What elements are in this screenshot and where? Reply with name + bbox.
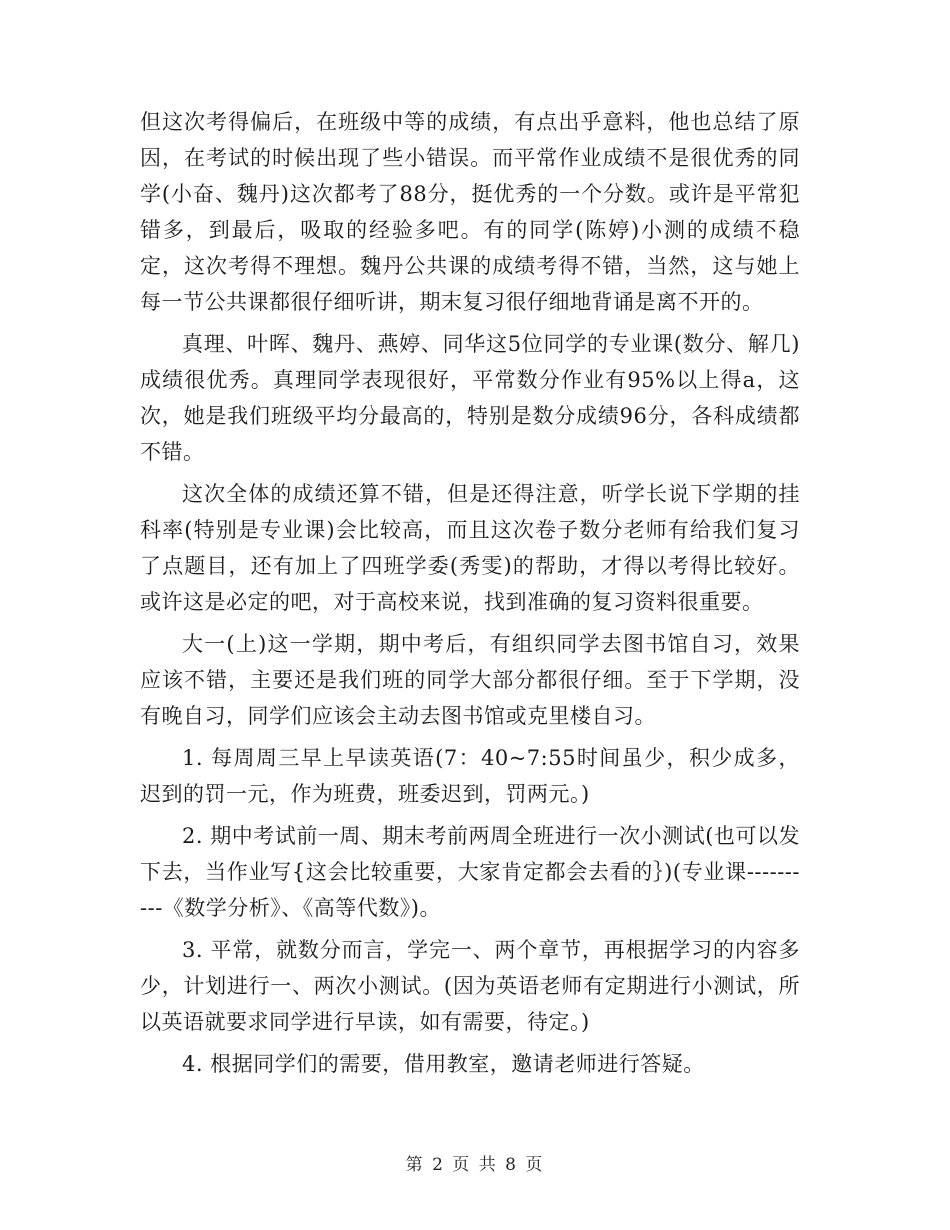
paragraph-1: 但这次考得偏后，在班级中等的成绩，有点出乎意料，他也总结了原因，在考试的时候出现了些小错误。而平常作业成绩不是很优秀的同学(小奋、魏丹)这次都考了88分，挺优秀的一个分数。或许是平常犯错多，到最后，吸取的经验多吧。有的同学(陈婷)小测的成绩不稳定，这次考得不理想。魏丹公共课的成绩考得不错，当然，这与她上每一节公共课都很仔细听讲，期末复习很仔细地背诵是离不开的。: [140, 110, 800, 314]
document-body: [140, 104, 800, 1088]
list-item-3: 3. 平常，就数分而言，学完一、两个章节，再根据学习的内容多少，计划进行一、两次小测试。(因为英语老师有定期进行小测试，所以英语就要求同学进行早读，如有需要，待定。): [140, 938, 800, 1034]
paragraph-2: 真理、叶晖、魏丹、燕婷、同华这5位同学的专业课(数分、解几)成绩很优秀。真理同学表现很好，平常数分作业有95%以上得a，这次，她是我们班级平均分最高的，特别是数分成绩96分，各科成绩都不错。: [140, 332, 800, 464]
page-number-footer: 第 2 页 共 8 页: [405, 1155, 545, 1175]
paragraph-4: 大一(上)这一学期，期中考后，有组织同学去图书馆自习，效果应该不错，主要还是我们班的同学大部分都很仔细。至于下学期，没有晚自习，同学们应该会主动去图书馆或克里楼自习。: [140, 632, 800, 728]
list-item-4: 4. 根据同学们的需要，借用教室，邀请老师进行答疑。: [182, 1052, 705, 1076]
list-item-2: 2. 期中考试前一周、期末考前两周全班进行一次小测试(也可以发下去，当作业写{这会比较重要，大家肯定都会去看的｝)(专业课----------《数学分析》、《高等代数》)。: [140, 824, 800, 920]
list-item-1: 1. 每周周三早上早读英语(7：40~7:55时间虽少，积少成多，迟到的罚一元，作为班费，班委迟到，罚两元。): [140, 746, 800, 806]
paragraph-3: 这次全体的成绩还算不错，但是还得注意，听学长说下学期的挂科率(特别是专业课)会比较高，而且这次卷子数分老师有给我们复习了点题目，还有加上了四班学委(秀雯)的帮助，才得以考得比较好。或许这是必定的吧，对于高校来说，找到准确的复习资料很重要。: [140, 482, 800, 614]
